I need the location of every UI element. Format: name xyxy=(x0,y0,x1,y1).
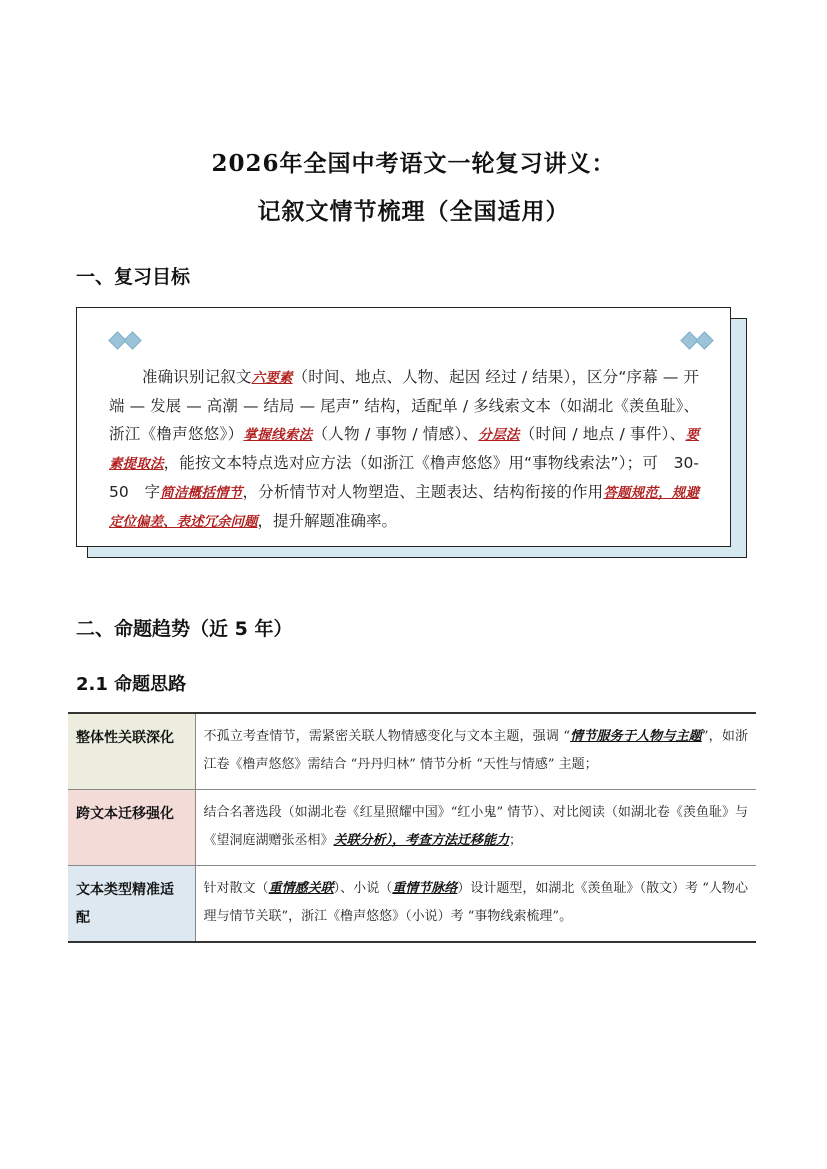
table-row xyxy=(68,866,756,943)
cell-text: 不孤立考查情节，需紧密关联人物情感变化与文本主题，强调 “ xyxy=(203,729,570,744)
emphasis-text: 重情感关联 xyxy=(268,881,334,896)
trend-table xyxy=(68,712,756,943)
paragraph-text: （人物 / 事物 / 情感）、 xyxy=(312,425,479,443)
row-label: 跨文本迁移强化 xyxy=(68,790,195,866)
cell-text: 针对散文（ xyxy=(203,881,269,896)
row-label: 文本类型精准适配 xyxy=(68,866,195,943)
objective-paragraph xyxy=(109,363,699,536)
diamond-ornament-left-icon xyxy=(111,332,141,351)
section2-heading: 二、命题趋势（近 5 年） xyxy=(76,618,293,640)
emphasis-text: 情节服务于人物与主题 xyxy=(569,729,702,744)
highlight-term: 简洁概括情节 xyxy=(160,485,243,501)
cell-text: ”，如浙江卷《橹声悠悠》需结合 “丹丹归林” 情节分析 “天性与情感” 主题； xyxy=(203,729,748,772)
cell-text: ； xyxy=(509,833,523,848)
doc-title-line2: 记叙文情节梳理（全国适用） xyxy=(257,198,570,225)
highlight-term: 答题规范，规避定位偏差、表述冗余问题 xyxy=(109,485,699,530)
highlight-term: 要素提取法 xyxy=(109,427,700,472)
emphasis-text: 关联分析），考查方法迁移能力 xyxy=(333,833,510,848)
paragraph-text: 准确识别记叙文 xyxy=(142,368,252,386)
paragraph-text: （时间 / 地点 / 事件）、 xyxy=(519,425,686,443)
row-content xyxy=(195,790,756,866)
paragraph-text: ，提升解题准确率。 xyxy=(257,512,398,530)
emphasis-text: 重情节脉络 xyxy=(392,881,458,896)
highlight-term: 六要素 xyxy=(251,370,293,386)
section2-1-heading: 2.1 命题思路 xyxy=(76,674,187,695)
row-label: 整体性关联深化 xyxy=(68,713,195,790)
cell-text: 结合名著选段（如湖北卷《红星照耀中国》“红小鬼” 情节）、对比阅读（如湖北卷《羡鱼耻》与《望洞庭湖赠张丞相》 xyxy=(203,805,748,848)
diamond-ornament-right-icon xyxy=(683,332,713,351)
section1-heading: 一、复习目标 xyxy=(76,266,191,288)
doc-title-line1: 2026年全国中考语文一轮复习讲义： xyxy=(211,150,616,177)
row-content xyxy=(195,713,756,790)
highlight-term: 掌握线索法 xyxy=(243,427,313,443)
paragraph-text: （时间、地点、人物、起因 经过 / 结果），区分“序幕 — 开端 — 发展 — 高潮 — 结局 — 尾声” 结构，适配单 / 多线索文本（如湖北《羡鱼耻》、浙江《橹声悠悠》） xyxy=(109,368,699,443)
table-row xyxy=(68,790,756,866)
row-content xyxy=(195,866,756,943)
table-row xyxy=(68,713,756,790)
highlight-term: 分层法 xyxy=(478,427,520,443)
cell-text: ）设计题型，如湖北《羡鱼耻》（散文）考 “人物心理与情节关联”，浙江《橹声悠悠》（小说）考 “事物线索梳理”。 xyxy=(203,881,748,924)
objective-box xyxy=(76,307,731,547)
cell-text: ）、小说（ xyxy=(333,881,393,896)
paragraph-text: ，分析情节对人物塑造、主题表达、结构衔接的作用 xyxy=(242,483,604,501)
paragraph-text: ，能按文本特点选对应方法（如浙江《橹声悠悠》用“事物线索法”）；可 30-50 字 xyxy=(109,454,699,501)
